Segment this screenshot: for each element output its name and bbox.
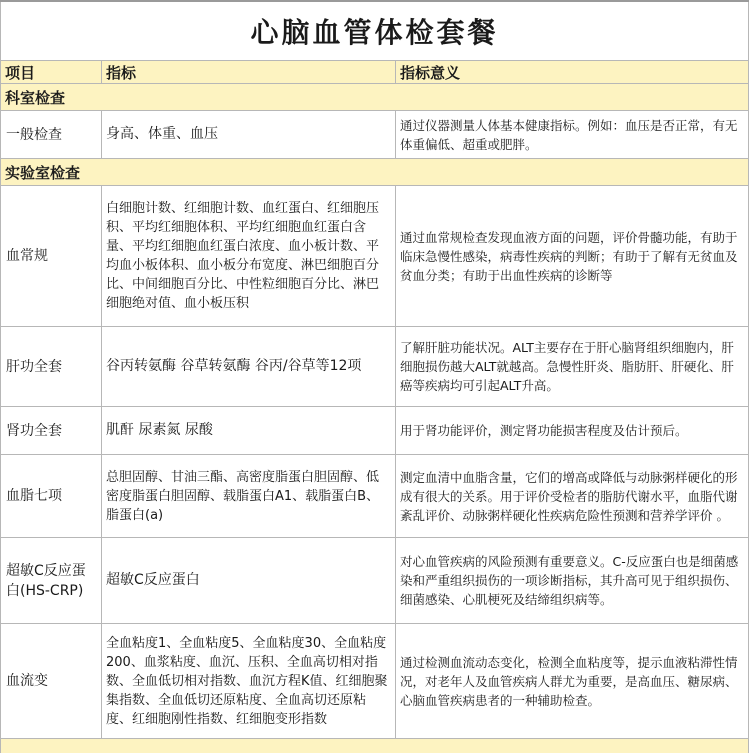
item-name: 肝功全套 — [1, 327, 102, 407]
item-metrics: 身高、体重、血压 — [102, 111, 396, 159]
item-metrics: 白细胞计数、红细胞计数、血红蛋白、红细胞压积、平均红细胞体积、平均红细胞血红蛋白含量、平均红细胞血红蛋白浓度、血小板计数、平均血小板体积、血小板分布宽度、淋巴细胞百分比、中间细胞百分比、中性粒细胞百分比、淋巴细胞绝对值、血小板压积 — [102, 186, 396, 327]
title-row — [1, 1, 749, 61]
item-meaning: 测定血清中血脂含量，它们的增高或降低与动脉粥样硬化的形成有很大的关系。用于评价受检者的脂肪代谢水平，血脂代谢紊乱评价、动脉粥样硬化性疾病危险性预测和营养学评价 。 — [396, 455, 749, 538]
table-row — [1, 624, 749, 739]
table-row — [1, 186, 749, 327]
table-row — [1, 455, 749, 538]
page-title: 心脑血管体检套餐 — [1, 1, 749, 61]
table-row — [1, 111, 749, 159]
item-metrics: 谷丙转氨酶 谷草转氨酶 谷丙/谷草等12项 — [102, 327, 396, 407]
item-meaning: 对心血管疾病的风险预测有重要意义。C-反应蛋白也是细菌感染和严重组织损伤的一项诊断指标，其升高可见于组织损伤、细菌感染、心肌梗死及结缔组织病等。 — [396, 538, 749, 624]
item-meaning: 通过血常规检查发现血液方面的问题，评价骨髓功能，有助于临床急慢性感染，病毒性疾病的判断；有助于了解有无贫血及贫血分类；有助于出血性疾病的诊断等 — [396, 186, 749, 327]
item-metrics: 全血粘度1、全血粘度5、全血粘度30、全血粘度200、血浆粘度、血沉、压积、全血高切相对指数、全血低切相对指数、血沉方程K值、红细胞聚集指数、全血低切还原粘度、全血高切还原粘度、红细胞刚性指数、红细胞变形指数 — [102, 624, 396, 739]
header-row — [1, 61, 749, 84]
table-tail — [1, 739, 749, 753]
item-meaning: 用于肾功能评价，测定肾功能损害程度及估计预后。 — [396, 407, 749, 455]
header-meaning: 指标意义 — [396, 61, 749, 84]
header-metric: 指标 — [102, 61, 396, 84]
item-meaning: 通过检测血流动态变化，检测全血粘度等，提示血液粘滞性情况，对老年人及血管疾病人群尤为重要，是高血压、糖尿病、心脑血管疾病患者的一种辅助检查。 — [396, 624, 749, 739]
item-meaning: 了解肝脏功能状况。ALT主要存在于肝心脑肾组织细胞内，肝细胞损伤越大ALT就越高。急慢性肝炎、脂肪肝、肝硬化、肝癌等疾病均可引起ALT升高。 — [396, 327, 749, 407]
header-item: 项目 — [1, 61, 102, 84]
section-label: 科室检查 — [1, 84, 749, 111]
section-row-laboratory — [1, 159, 749, 186]
item-metrics: 超敏C反应蛋白 — [102, 538, 396, 624]
item-name: 血流变 — [1, 624, 102, 739]
item-name: 肾功全套 — [1, 407, 102, 455]
item-name: 超敏C反应蛋白(HS-CRP) — [1, 538, 102, 624]
item-name: 血常规 — [1, 186, 102, 327]
table-tail-row — [1, 739, 749, 753]
item-name: 血脂七项 — [1, 455, 102, 538]
table-row — [1, 327, 749, 407]
item-metrics: 总胆固醇、甘油三酯、高密度脂蛋白胆固醇、低密度脂蛋白胆固醇、载脂蛋白A1、载脂蛋白B、脂蛋白(a) — [102, 455, 396, 538]
table-row — [1, 407, 749, 455]
item-metrics: 肌酐 尿素氮 尿酸 — [102, 407, 396, 455]
item-meaning: 通过仪器测量人体基本健康指标。例如：血压是否正常，有无体重偏低、超重或肥胖。 — [396, 111, 749, 159]
item-name: 一般检查 — [1, 111, 102, 159]
section-label: 实验室检查 — [1, 159, 749, 186]
section-row-department — [1, 84, 749, 111]
table-row — [1, 538, 749, 624]
